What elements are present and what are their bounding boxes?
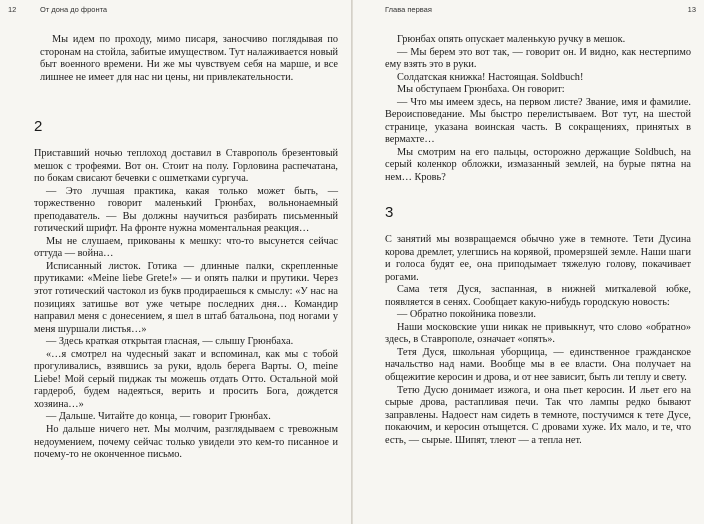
right-text-top bbox=[385, 34, 691, 185]
paragraph: Приставший ночью теплоход доставил в Ставрополь брезентовый мешок с трофеями. Вот он. Стоит на полу. Горловина распечатана, по бокам свисают бечевки с ошметками сургуча. bbox=[34, 148, 338, 185]
paragraph: Мы идем по проходу, мимо писаря, заносчиво поглядывая по сторонам на стойла, забитые имуществом. Тут налаживается новый быт военного времени. Ни же мы чувствуем себя на марше, и все лишнее не имеет для нас ни цены, ни привлекательности. bbox=[40, 34, 338, 83]
right-section-heading bbox=[385, 204, 691, 222]
section-number: 2 bbox=[34, 118, 43, 135]
paragraph: Сама тетя Дуся, заспанная, в нижней миткалевой юбке, появляется в сенях. Сообщает какую-нибудь городскую новость: bbox=[385, 284, 691, 308]
right-page-number: 13 bbox=[687, 5, 696, 14]
paragraph: Солдатская книжка! Настоящая. Soldbuch! bbox=[397, 71, 584, 83]
paragraph: Мы не слушаем, прикованы к мешку: что-то высунется сейчас оттуда — война… bbox=[34, 235, 338, 260]
paragraph: Тетя Дуся, школьная уборщица, — единственное гражданское начальство над нами. Вообще мы в ее власти. Она получает на общежитие керосин и дрова, и от нее зависит, быть ли теплу и свету. bbox=[385, 346, 691, 384]
paragraph: Исписанный листок. Готика — длинные палки, скрепленные прутиками: «Meine liebe Grete!» — и опять палки и прутики. Через этот готический частокол из букв продираешься к смыслу: «У нас на позициях затишье вот уже четыре последних дня… Командир направил меня с донесением, я шел в штаб батальона, под ногами у меня шуршали листья…» bbox=[34, 260, 338, 335]
paragraph: — Здесь краткая открытая гласная, — слышу Грюнбаха. bbox=[46, 336, 294, 348]
paragraph: Но дальше ничего нет. Мы молчим, разглядываем с тревожным недоумением, почему сейчас только увидели это кем-то писанное и почему-то не оконченное письмо. bbox=[34, 424, 338, 461]
paragraph: Наши московские уши никак не привыкнут, что слово «обратно» здесь, в Ставрополе, означает «опять». bbox=[385, 321, 691, 346]
paragraph: — Это лучшая практика, какая только может быть, — торжественно говорит маленький Грюнбах, вольнонаемный преподаватель. — Вы должны научиться разбирать письменный готический шрифт. На фронте нужна моментальная реакция… bbox=[34, 185, 338, 235]
paragraph: — Мы берем это вот так, — говорит он. И видно, как нестерпимо ему взять это в руки. bbox=[385, 46, 691, 71]
left-page bbox=[0, 0, 351, 524]
paragraph: «…я смотрел на чудесный закат и вспоминал, как мы с тобой прогуливались, взявшись за руки, вдоль берега Варты. О, meine Liebe! Мой серый пиджак ты можешь отдать Отто. Остальной мой гардероб, будем надеяться, верить и просить Бога, дождется хозяина…» bbox=[34, 348, 338, 410]
left-running-head: От дона до фронта bbox=[40, 5, 108, 14]
right-running-head: Глава первая bbox=[385, 5, 432, 14]
paragraph: Мы смотрим на его пальцы, осторожно держащие Soldbuch, на серый коленкор обложки, измазанный землей, на бурые пятна на нем… Кровь? bbox=[385, 146, 691, 184]
paragraph: Мы обступаем Грюнбаха. Он говорит: bbox=[397, 84, 565, 96]
left-text-top bbox=[40, 34, 338, 84]
right-page bbox=[353, 0, 704, 524]
section-number: 3 bbox=[385, 204, 394, 221]
left-text-bottom bbox=[34, 148, 338, 462]
left-section-heading bbox=[34, 118, 338, 136]
paragraph: — Что мы имеем здесь, на первом листе? Звание, имя и фамилие. Вероисповедание. Мы быстро перелистываем. Вот тут, на шестой странице, указана воинская часть. В сокращениях, принятых в вермахте… bbox=[385, 96, 691, 146]
paragraph: — Обратно покойника повезли. bbox=[397, 309, 536, 321]
left-page-number: 12 bbox=[8, 5, 17, 14]
right-text-bottom bbox=[385, 234, 691, 447]
paragraph: Грюнбах опять опускает маленькую ручку в мешок. bbox=[397, 34, 626, 45]
paragraph: С занятий мы возвращаемся обычно уже в темноте. Тети Дусина корова дремлет, улегшись на корявой, промерзшей земле. Наши шаги и голоса будят ее, она приподымает тяжелую голову, покачивает рогами. bbox=[385, 234, 691, 283]
paragraph: Тетю Дусю донимает изжога, и она пьет керосин. И льет его на сырые дрова, растапливая печи. Так что лампы редко бывают заправлены. Надоест нам сидеть в темноте, постучимся к тете Дусе, покаючим, и керосин отыщется. С дровами хуже. Их мало, и те, что есть, — сырые. Шипят, тлеют — а тепла нет. bbox=[385, 384, 691, 446]
paragraph: — Дальше. Читайте до конца, — говорит Грюнбах. bbox=[46, 411, 271, 423]
